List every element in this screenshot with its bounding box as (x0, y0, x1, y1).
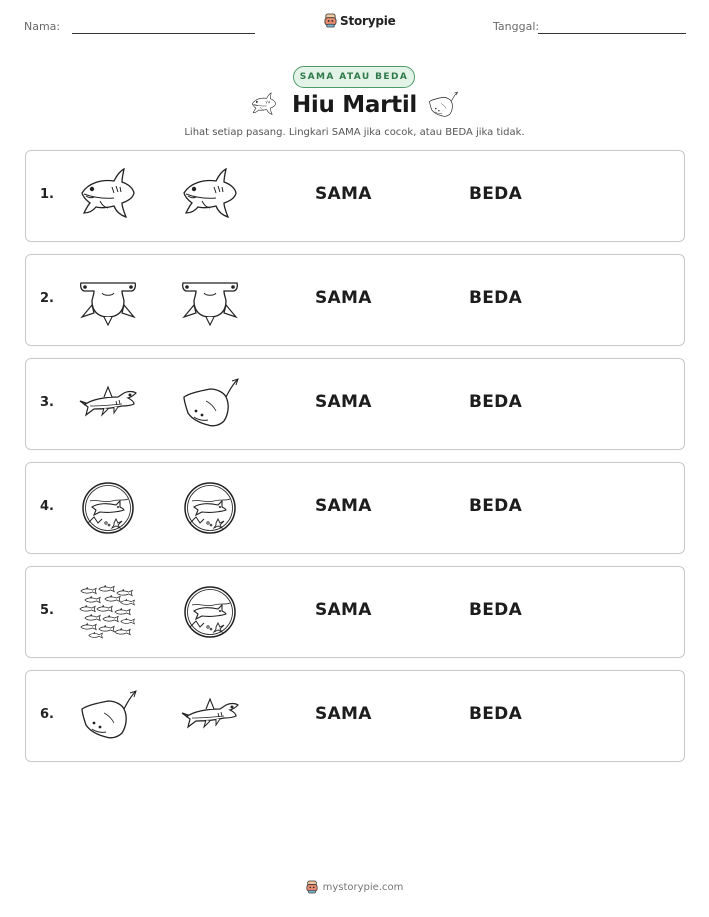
same-option[interactable]: SAMA (315, 288, 372, 308)
question-number: 3. (40, 395, 54, 410)
shark-icon (180, 167, 240, 225)
different-option[interactable]: BEDA (469, 496, 523, 516)
stingray-icon (78, 687, 138, 745)
brand-logo (324, 13, 396, 28)
hammerhead-front-icon (78, 271, 138, 329)
different-option[interactable]: BEDA (469, 184, 523, 204)
stingray-icon (180, 375, 240, 433)
same-option[interactable]: SAMA (315, 496, 372, 516)
shark-circle-scene-icon (78, 479, 138, 537)
page-title: Hiu Martil (291, 92, 418, 118)
footer (0, 880, 709, 894)
same-option[interactable]: SAMA (315, 704, 372, 724)
date-field-line[interactable] (538, 33, 686, 34)
question-row-3 (25, 358, 685, 450)
same-option[interactable]: SAMA (315, 184, 372, 204)
question-number: 2. (40, 291, 54, 306)
different-option[interactable]: BEDA (469, 288, 523, 308)
question-number: 6. (40, 707, 54, 722)
hammerhead-side-icon (78, 375, 138, 433)
activity-badge: SAMA ATAU BEDA (293, 66, 415, 88)
question-number: 1. (40, 187, 54, 202)
brand-name: Storypie (340, 13, 396, 28)
storypie-mascot-icon (306, 880, 318, 894)
date-label: Tanggal: (493, 20, 540, 33)
shark-circle-scene-icon (180, 479, 240, 537)
shark-school-icon (78, 583, 138, 641)
stingray-decoration-icon (426, 90, 460, 120)
question-number: 5. (40, 603, 54, 618)
question-row-4 (25, 462, 685, 554)
different-option[interactable]: BEDA (469, 704, 523, 724)
question-row-2 (25, 254, 685, 346)
hammerhead-front-icon (180, 271, 240, 329)
question-number: 4. (40, 499, 54, 514)
storypie-mascot-icon (324, 13, 337, 28)
shark-icon (78, 167, 138, 225)
question-row-5 (25, 566, 685, 658)
different-option[interactable]: BEDA (469, 392, 523, 412)
question-row-6 (25, 670, 685, 762)
hammerhead-side-icon (180, 687, 240, 745)
shark-circle-scene-icon (180, 583, 240, 641)
name-field-line[interactable] (72, 33, 255, 34)
different-option[interactable]: BEDA (469, 600, 523, 620)
footer-site: mystorypie.com (322, 881, 404, 893)
same-option[interactable]: SAMA (315, 392, 372, 412)
question-row-1 (25, 150, 685, 242)
name-label: Nama: (24, 20, 61, 33)
instructions: Lihat setiap pasang. Lingkari SAMA jika cocok, atau BEDA jika tidak. (184, 127, 525, 138)
same-option[interactable]: SAMA (315, 600, 372, 620)
